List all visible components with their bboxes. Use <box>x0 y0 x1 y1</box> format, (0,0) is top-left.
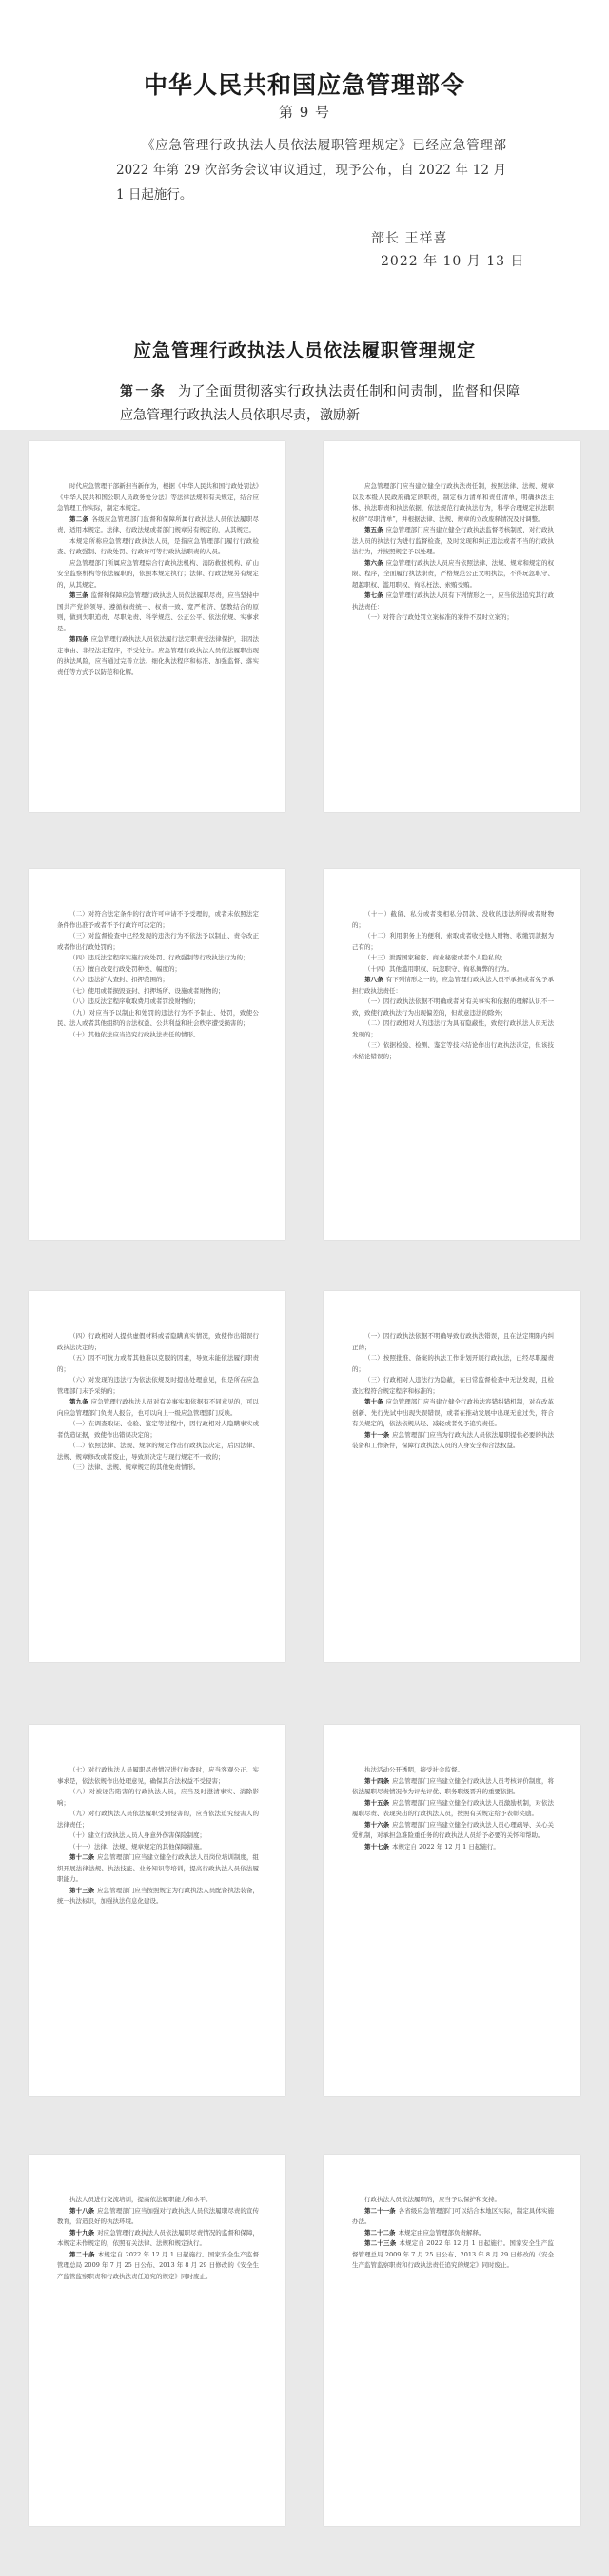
paragraph-text: （五）因不可抗力或者其他难以克服的因素，导致未能依法履行职责的； <box>57 1354 259 1373</box>
article-label: 第十四条 <box>364 1776 390 1785</box>
paragraph-text: 应急管理部门应当建立健全行政执法人员心理疏导、关心关爱机制，对承担急难险重任务的行政执法人员给予必要的关怀和帮助。 <box>352 1820 555 1839</box>
paragraph <box>57 1397 259 1419</box>
paragraph-text: （一）在调查取证、检验、鉴定等过程中，因行政相对人隐瞒事实或者伪造证据，致使作出错误决定的； <box>57 1420 259 1439</box>
article-label: 第二十一条 <box>364 2206 396 2215</box>
paragraph <box>352 997 554 1018</box>
paragraph-text: （二）对符合法定条件的行政许可申请不予受理的，或者未依照法定条件作出准予或者不予行政许可决定的； <box>57 910 259 929</box>
paragraph <box>352 1820 554 1842</box>
paragraph-text: 本规定所称应急管理行政执法人员，是指应急管理部门履行行政检查、行政强制、行政处罚、行政许可等行政执法职责的人员。 <box>57 536 259 555</box>
article-label: 第五条 <box>364 526 383 533</box>
minister-signature: 部长 王祥喜 <box>371 231 448 246</box>
paragraph <box>57 2228 259 2250</box>
paragraph-text: （七）使用或者损毁查封、扣押场所、设施或者财物的； <box>69 986 225 995</box>
paragraph <box>352 964 554 976</box>
document-page <box>324 869 580 1240</box>
paragraph-text: 本规定自 2022 年 12 月 1 日起施行。 <box>392 1842 500 1850</box>
paragraph-text: （三）对监督检查中已经发现的违法行为不依法予以制止、责令改正或者作出行政处罚的； <box>57 932 259 951</box>
article-label: 第十三条 <box>69 1886 95 1894</box>
paragraph-text: 执法活动公开透明，接受社会监督。 <box>364 1766 463 1773</box>
paragraph <box>57 986 259 997</box>
article-label: 第十八条 <box>69 2206 95 2215</box>
page-text <box>57 1331 259 1474</box>
paragraph-text: 应急管理行政执法人员应当依照法律、法规、规章和规定的权限、程序，全面履行执法职责，严格规范公正文明执法，不得玩忽职守、超越职权、滥用职权、徇私枉法、索贿受贿。 <box>352 558 555 589</box>
paragraph-text: （一）因行政执法依据不明确或者对有关事实和依据的理解认识不一致，致使行政执法行为出现偏差的，但故意违法的除外； <box>352 997 554 1017</box>
paragraph <box>352 2228 554 2239</box>
document-page <box>324 1725 580 2096</box>
page-text <box>57 1765 259 1908</box>
paragraph <box>57 1353 259 1375</box>
article-label: 第七条 <box>364 591 383 599</box>
paragraph-text: （四）违反法定程序实施行政处罚、行政强制等行政执法行为的； <box>69 954 249 961</box>
document-page <box>29 441 285 812</box>
article-label: 第十二条 <box>69 1853 95 1861</box>
paragraph <box>352 525 554 558</box>
paragraph <box>352 1040 554 1062</box>
page-text <box>352 481 554 624</box>
paragraph-text: （八）对被诬告陷害的行政执法人员，应当及时澄清事实、消除影响； <box>57 1788 259 1807</box>
article-label: 第十九条 <box>69 2228 95 2237</box>
page-text <box>57 2195 259 2282</box>
article-1 <box>120 380 520 428</box>
article-label: 第二条 <box>69 514 89 523</box>
paragraph-text: 行政执法人员依法履职的，应当予以保护和支持。 <box>364 2196 501 2203</box>
paragraph <box>57 1765 259 1787</box>
paragraph <box>57 2250 259 2283</box>
paragraph-text: （二）按照批准、备案的执法工作计划开展行政执法，已经尽职履责的； <box>352 1354 554 1373</box>
paragraph-text: （十三）泄露国家秘密、商业秘密或者个人隐私的； <box>364 954 507 961</box>
paragraph-text: （十）建立行政执法人员人身意外伤害保险制度； <box>69 1831 206 1839</box>
paragraph-text: 应急管理行政执法人员对有关事实和依据有不同意见的，可以向应急管理部门负责人报告，也可以向上一级应急管理部门反映。 <box>57 1398 260 1417</box>
paragraph <box>57 1462 259 1474</box>
paragraph <box>57 536 259 558</box>
paragraph <box>57 1008 259 1030</box>
decree-title: 中华人民共和国应急管理部令 <box>143 71 465 99</box>
paragraph-text: 应急管理行政执法人员有下列情形之一，应当依法追究其行政执法责任： <box>352 591 555 610</box>
paragraph <box>352 591 554 612</box>
paragraph <box>352 481 554 525</box>
paragraph-text: （十一）截留、私分或者变相私分罚款、没收的违法所得或者财物的； <box>352 910 554 929</box>
paragraph-text: （七）对行政执法人员履职尽责情况进行检查时，应当客观公正、实事求是，依法依规作出处理意见，确保其合法权益不受侵害； <box>57 1766 259 1785</box>
paragraph-text: 应急管理部门应当建立健全行政执法监督考核制度，对行政执法人员的执法行为进行监督检查，及时发现和纠正违法或者不当的行政执法行为，并按照规定予以处理。 <box>352 526 555 555</box>
paragraph-text: 应急管理部门应当按照规定为行政执法人员配备执法装备，统一执法标识，加强执法信息化建设。 <box>57 1886 260 1905</box>
paragraph-text: 应急管理部门应当建立健全行政执法人员激励机制，对依法履职尽责、表现突出的行政执法人员，按照有关规定给予表彰奖励。 <box>352 1798 555 1817</box>
paragraph-text: 本规定由应急管理部负责解释。 <box>398 2228 485 2237</box>
paragraph <box>352 1353 554 1375</box>
article-label: 第四条 <box>69 635 88 643</box>
paragraph <box>57 2195 259 2206</box>
article-label: 第六条 <box>364 558 383 567</box>
document-page <box>324 1291 580 1662</box>
document-page <box>324 2155 580 2526</box>
paragraph <box>352 909 554 931</box>
paragraph <box>352 1018 554 1040</box>
article-label: 第二十三条 <box>364 2239 397 2247</box>
paragraph <box>57 2206 259 2228</box>
article-label: 第十一条 <box>364 1430 390 1439</box>
paragraph-text: （一）因行政执法依据不明确导致行政执法错误，且在法定期限内纠正的； <box>352 1332 554 1351</box>
document-page <box>29 869 285 1240</box>
paragraph <box>352 931 554 953</box>
paragraph <box>57 909 259 931</box>
document-page <box>29 1725 285 2096</box>
article-label: 第十条 <box>364 1398 383 1405</box>
paragraph <box>57 1441 259 1462</box>
paragraph <box>352 2195 554 2206</box>
paragraph <box>57 558 259 591</box>
paragraph-text: （八）违反法定程序收取费用或者罚没财物的； <box>69 997 200 1005</box>
article-1-text: 为了全面贯彻落实行政执法责任制和问责制，监督和保障应急管理行政执法人员依职尽责，激励新 <box>120 384 521 423</box>
paragraph-text: 本规定自 2022 年 12 月 1 日起施行。国家安全生产监督管理总局 2009 年 7 月 25 日公布、2013 年 8 月 29 日修改的《安全生产监管监察职责和行政执法责任追究的规定》同时废止。 <box>57 2250 259 2280</box>
header-section <box>0 0 609 430</box>
paragraph-text: 应急管理部门应当建立健全行政执法人员岗位培训制度，组织开展法律法规、执法技能、业务知识等培训，提高行政执法人员依法履职能力。 <box>57 1853 260 1883</box>
paragraph <box>57 1830 259 1842</box>
paragraph <box>57 1886 259 1908</box>
paragraph <box>352 975 554 997</box>
page-text <box>352 909 554 1062</box>
paragraph <box>352 1776 554 1798</box>
paragraph <box>352 2238 554 2272</box>
decree-intro: 《应急管理行政执法人员依法履职管理规定》已经应急管理部 2022 年第 29 次部务会议审议通过，现予公布，自 2022 年 12 月 1 日起施行。 <box>116 138 506 203</box>
paragraph-text: （十四）其他滥用职权、玩忽职守、徇私舞弊的行为。 <box>364 964 513 973</box>
article-label: 第八条 <box>364 976 383 983</box>
paragraph <box>57 1375 259 1397</box>
document-page <box>324 441 580 812</box>
article-1-label: 第一条 <box>120 384 167 399</box>
paragraph-text: （十）其他依法应当追究行政执法责任的情形。 <box>69 1030 200 1038</box>
page-text <box>352 1765 554 1852</box>
paragraph <box>352 1842 554 1853</box>
paragraph <box>57 591 259 634</box>
page-text <box>57 909 259 1040</box>
paragraph <box>352 558 554 591</box>
paragraph-text: 有下列情形之一的，应急管理行政执法人员不承担或者免予承担行政执法责任： <box>352 976 555 995</box>
article-label: 第十六条 <box>364 1820 390 1829</box>
paragraph <box>352 2206 554 2228</box>
paragraph <box>57 931 259 953</box>
paragraph <box>57 481 259 514</box>
paragraph-text: （五）擅自改变行政处罚种类、幅度的； <box>69 964 181 973</box>
paragraph-text: 各级应急管理部门监督和保障所属行政执法人员依法履职尽责，适用本规定。法律、行政法规或者部门规章另有规定的，从其规定。 <box>57 514 260 533</box>
paragraph-text: （十二）利用职务上的便利，索取或者收受他人财物、收缴罚款据为己有的； <box>352 932 554 951</box>
paragraph <box>57 964 259 976</box>
paragraph <box>352 1375 554 1397</box>
paragraph-text: （三）法律、法规、规章规定的其他免责情形。 <box>69 1463 200 1471</box>
paragraph-text: 监督和保障应急管理行政执法人员依法履职尽责，应当坚持中国共产党的领导，遵循权责统一、权责一致、宽严相济、惩教结合的原则，做到失职追责、尽职免责、科学规范、公正公平、依法依规、实事求是。 <box>57 591 260 632</box>
paragraph <box>352 1397 554 1430</box>
paragraph-text: 应急管理部门应当为行政执法人员依法履职提供必要的执法装备和工作条件，保障行政执法人员的人身安全和合法权益。 <box>352 1430 555 1449</box>
article-label: 第九条 <box>69 1398 88 1405</box>
article-label: 第二十二条 <box>364 2228 396 2237</box>
paragraph-text: （十一）法律、法规、规章规定的其他保障措施。 <box>69 1842 206 1850</box>
paragraph <box>57 1030 259 1041</box>
paragraph-text: （四）行政相对人提供虚假材料或者隐瞒真实情况，致使作出错误行政执法决定的； <box>57 1332 259 1351</box>
paragraph <box>352 1430 554 1452</box>
paragraph <box>352 1331 554 1353</box>
decree-number: 第 9 号 <box>278 104 331 121</box>
paragraph-text: 对应急管理行政执法人员依法履职尽责情况的监督和保障，本规定未作规定的，依照有关法律、法规和规定执行。 <box>57 2228 260 2247</box>
paragraph <box>352 612 554 624</box>
paragraph <box>352 1798 554 1820</box>
paragraph-text: 执法人员进行交流培训，提高依法履职能力和水平。 <box>69 2196 212 2203</box>
document-page <box>29 2155 285 2526</box>
paragraph <box>57 1419 259 1441</box>
paragraph-text: 应急管理行政执法人员依法履行法定职责受法律保护，非因法定事由、非经法定程序，不受处分。应急管理行政执法人员依法履职出现的执法风险，应当通过完善立法、细化执法程序和标准、加强监督、落实责任等方式予以防范和化解。 <box>57 635 260 676</box>
decree-date: 2022 年 10 月 13 日 <box>381 254 525 269</box>
paragraph <box>57 1331 259 1353</box>
paragraph <box>57 997 259 1008</box>
paragraph-text: （六）对发现的违法行为依法依规及时提出处理意见，但是所在应急管理部门未予采纳的； <box>57 1376 259 1395</box>
paragraph-text: 本规定自 2022 年 12 月 1 日起施行。国家安全生产监督管理总局 2009 年 7 月 25 日公布、2013 年 8 月 29 日修改的《安全生产监管监察职责和行政执法责任追究的规定》同时废止。 <box>352 2239 554 2269</box>
paragraph <box>352 1765 554 1776</box>
paragraph <box>57 1809 259 1830</box>
paragraph <box>57 975 259 986</box>
paragraph-text: 应急管理部门应当建立健全行政执法人员考核评价制度，将依法履职尽责情况作为评先评优、职务职级晋升的重要依据。 <box>352 1776 555 1795</box>
paragraph-text: 应急管理部门应当建立健全行政执法容错纠错机制，对在改革创新、先行先试中出现失误错误，或者在推动发展中出现无意过失，符合有关规定的，依法依规从轻、减轻或者免予追究责任。 <box>352 1398 555 1427</box>
paragraph-text: （二）因行政相对人的违法行为具有隐蔽性，致使行政执法人员无法发现的； <box>352 1019 554 1038</box>
paragraph <box>57 1852 259 1886</box>
page-text <box>57 481 259 678</box>
paragraph-text: （一）对符合行政处罚立案标准的案件不及时立案的； <box>364 613 513 621</box>
paragraph-text: 时代应急管理干部新担当新作为，根据《中华人民共和国行政处罚法》《中华人民共和国公职人员政务处分法》等法律法规和有关规定，结合应急管理工作实际，制定本规定。 <box>57 482 259 512</box>
paragraph <box>57 634 259 678</box>
document-page <box>29 1291 285 1662</box>
page-text <box>352 2195 554 2272</box>
paragraph <box>57 514 259 536</box>
article-label: 第十五条 <box>364 1798 390 1807</box>
paragraph <box>57 953 259 964</box>
paragraph <box>57 1842 259 1853</box>
article-label: 第二十条 <box>69 2250 95 2258</box>
paragraph-text: 应急管理部门所属应急管理综合行政执法机构、消防救援机构、矿山安全监察机构等依法履职的，依照本规定执行；法律、行政法规另有规定的，从其规定。 <box>57 558 259 589</box>
paragraph <box>352 953 554 964</box>
paragraph-text: 应急管理部门应当加强对行政执法人员依法履职尽责的宣传教育，营造良好的执法环境。 <box>57 2206 260 2225</box>
paragraph-text: （六）违法扩大查封、扣押范围的； <box>69 976 168 983</box>
paragraph <box>57 1787 259 1809</box>
paragraph-text: （三）行政相对人违法行为隐蔽，在日常监督检查中无法发现，且检查过程符合规定程序和标准的； <box>352 1376 554 1395</box>
paragraph-text: （三）依据检验、检测、鉴定等技术结论作出行政执法决定，但该技术结论错误的； <box>352 1041 554 1060</box>
paragraph-text: （九）对行政执法人员依法履职受到侵害的，应当依法追究侵害人的法律责任； <box>57 1810 259 1829</box>
paragraph-text: 各省级应急管理部门可以结合本地区实际，制定具体实施办法。 <box>352 2206 555 2225</box>
paragraph-text: （二）依照法律、法规、规章的规定作出行政执法决定，后因法律、法规、规章修改或者废止，导致原决定与现行规定不一致的； <box>57 1442 259 1461</box>
article-label: 第三条 <box>69 591 88 599</box>
paragraph-text: 应急管理部门应当建立健全行政执法责任制，按照法律、法规、规章以及本级人民政府确定的职责，制定权力清单和责任清单，明确执法主体、执法职责和执法依据，依法规范行政执法行为，科学合理规定执法职权的“尽职清单”，并根据法律、法规、规章的立改废释情况及时调整。 <box>352 482 554 523</box>
article-label: 第十七条 <box>364 1842 389 1850</box>
page-text <box>352 1331 554 1452</box>
regulation-title: 应急管理行政执法人员依法履职管理规定 <box>132 340 476 361</box>
paragraph-text: （九）对应当予以制止和处罚的违法行为不予制止、处罚，致使公民、法人或者其他组织的合法权益、公共利益和社会秩序遭受损害的； <box>57 1008 259 1027</box>
